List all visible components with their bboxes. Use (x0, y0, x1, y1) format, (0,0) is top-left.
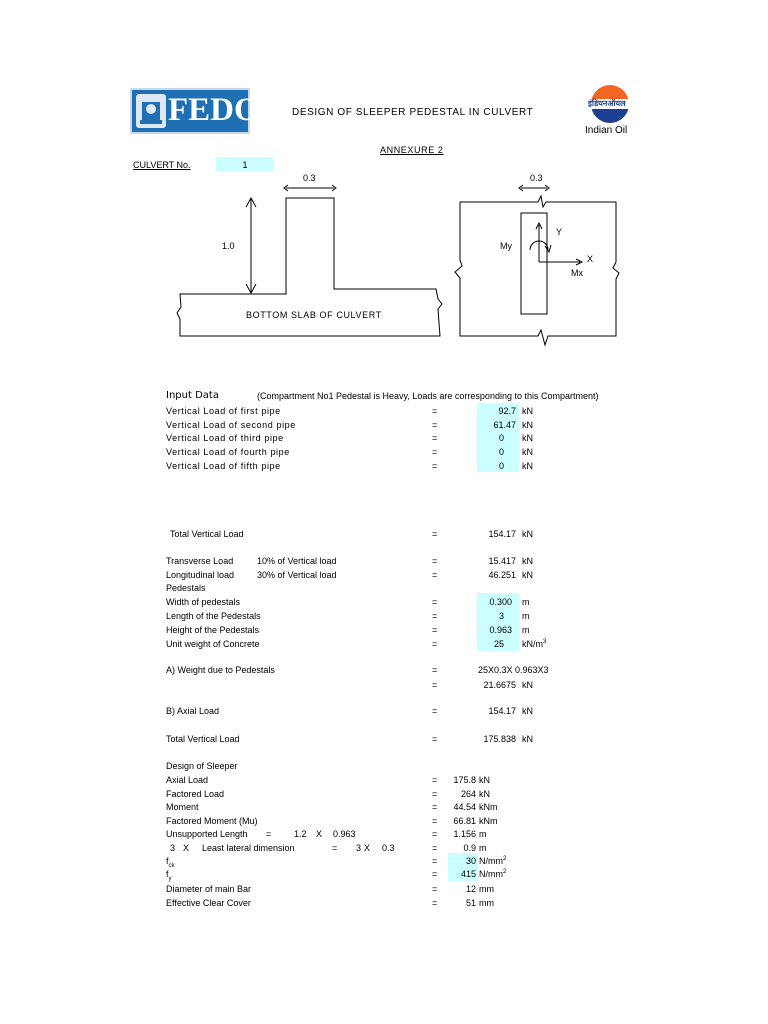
axis-y-label: Y (556, 227, 563, 237)
indian-oil-hindi: इंडियनऑयल (588, 99, 626, 108)
left-height-label: 1.0 (222, 241, 235, 251)
input-note: (Compartment No1 Pedestal is Heavy, Loads are corresponding to this Compartment) (257, 391, 599, 401)
moment-x-label: Mx (571, 268, 583, 278)
page-title: DESIGN OF SLEEPER PEDESTAL IN CULVERT (292, 107, 534, 118)
indian-oil-caption: Indian Oil (585, 125, 628, 136)
pedestal-diagram (0, 0, 768, 370)
culvert-number: 1 (242, 160, 248, 170)
fedo-logo-text: FEDO (168, 92, 260, 128)
culvert-label: CULVERT No. (133, 160, 191, 170)
input-title: Input Data (166, 390, 219, 401)
right-width-label: 0.3 (530, 173, 543, 183)
sleeper-title: Design of Sleeper (166, 761, 238, 771)
axis-x-label: X (587, 254, 594, 264)
annexure-label: ANNEXURE 2 (380, 145, 444, 155)
slab-label: BOTTOM SLAB OF CULVERT (246, 310, 382, 320)
moment-y-label: My (500, 241, 512, 251)
left-width-label: 0.3 (303, 173, 316, 183)
pedestals-title: Pedestals (166, 583, 206, 593)
